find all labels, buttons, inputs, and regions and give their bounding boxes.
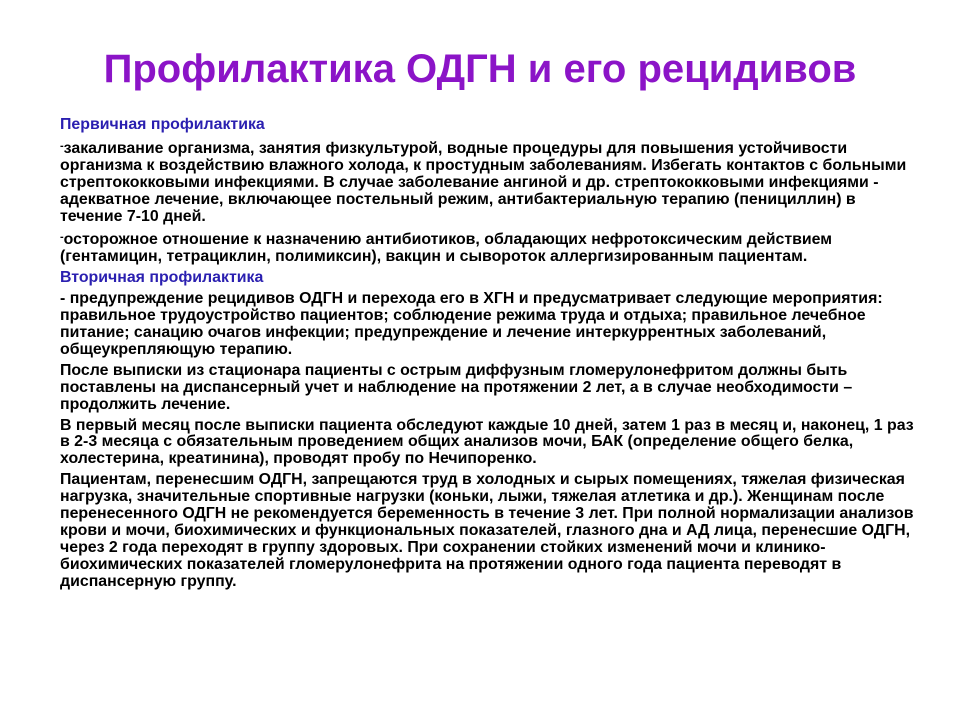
primary-prevention-heading: Первичная профилактика — [60, 116, 265, 133]
secondary-prevention-heading: Вторичная профилактика — [60, 269, 264, 287]
primary-prevention-paragraph-2 — [60, 229, 918, 266]
slide-body — [60, 117, 918, 595]
paragraph-text: закаливание организма, занятия физкультурой, водные процедуры для повышения устойчивости организма к воздействию влажного холода, к простудным заболеваниям. Избегать контактов с больными стрептококковыми инфекциями. В случае заболевание ангиной и др. стрептококковыми инфекциями - адекватное лечение, включающее постельный режим, антибактериальную терапию (пенициллин) в течение 7-10 дней. — [60, 139, 907, 225]
examination-schedule-paragraph: В первый месяц после выписки пациента обследуют каждые 10 дней, затем 1 раз в месяц и, наконец, 1 раз в 2-3 месяца с обязательным проведением общих анализов мочи, БАК (определение общего белка, холестерина, креатинина), проводят пробу по Нечипоренко. — [60, 416, 914, 468]
restrictions-paragraph: Пациентам, перенесшим ОДГН, запрещаются труд в холодных и сырых помещениях, тяжелая физическая нагрузка, значительные спортивные нагрузки (коньки, лыжи, тяжелая атлетика и др.). Женщинам после перенесенного ОДГН не рекомендуется беременность в течение 3 лет. При полной нормализации анализов крови и мочи, биохимических и функциональных показателей, глазного дна и АД лица, перенесшие ОДГН, через 2 года переходят в группу здоровых. При сохранении стойких изменений мочи и клинико-биохимических показателей гломерулонефрита на протяжении одного года пациента переводят в диспансерную группу. — [60, 471, 914, 590]
bullet-marker: - — [60, 139, 64, 152]
paragraph-text: осторожное отношение к назначению антибиотиков, обладающих нефротоксическим действием (гентамицин, тетрациклин, полимиксин), вакцин и сывороток аллергизированным пациентам. — [60, 231, 833, 266]
dispensary-observation-paragraph: После выписки из стационара пациенты с острым диффузным гломерулонефритом должны быть поставлены на диспансерный учет и наблюдение на протяжении 2 лет, а в случае необходимости – продолжить лечение. — [60, 361, 853, 413]
bullet-marker: - — [60, 231, 64, 244]
slide-title: Профилактика ОДГН и его рецидивов — [103, 47, 857, 91]
secondary-prevention-paragraph: - предупреждение рецидивов ОДГН и перехода его в ХГН и предусматривает следующие мероприятия: правильное трудоустройство пациентов; соблюдение режима труда и отдыха; правильное лечебное питание; санацию очагов инфекции; предупреждение и лечение интеркуррентных заболеваний, общеукрепляющую терапию. — [60, 290, 883, 358]
primary-prevention-paragraph-1 — [60, 138, 918, 226]
